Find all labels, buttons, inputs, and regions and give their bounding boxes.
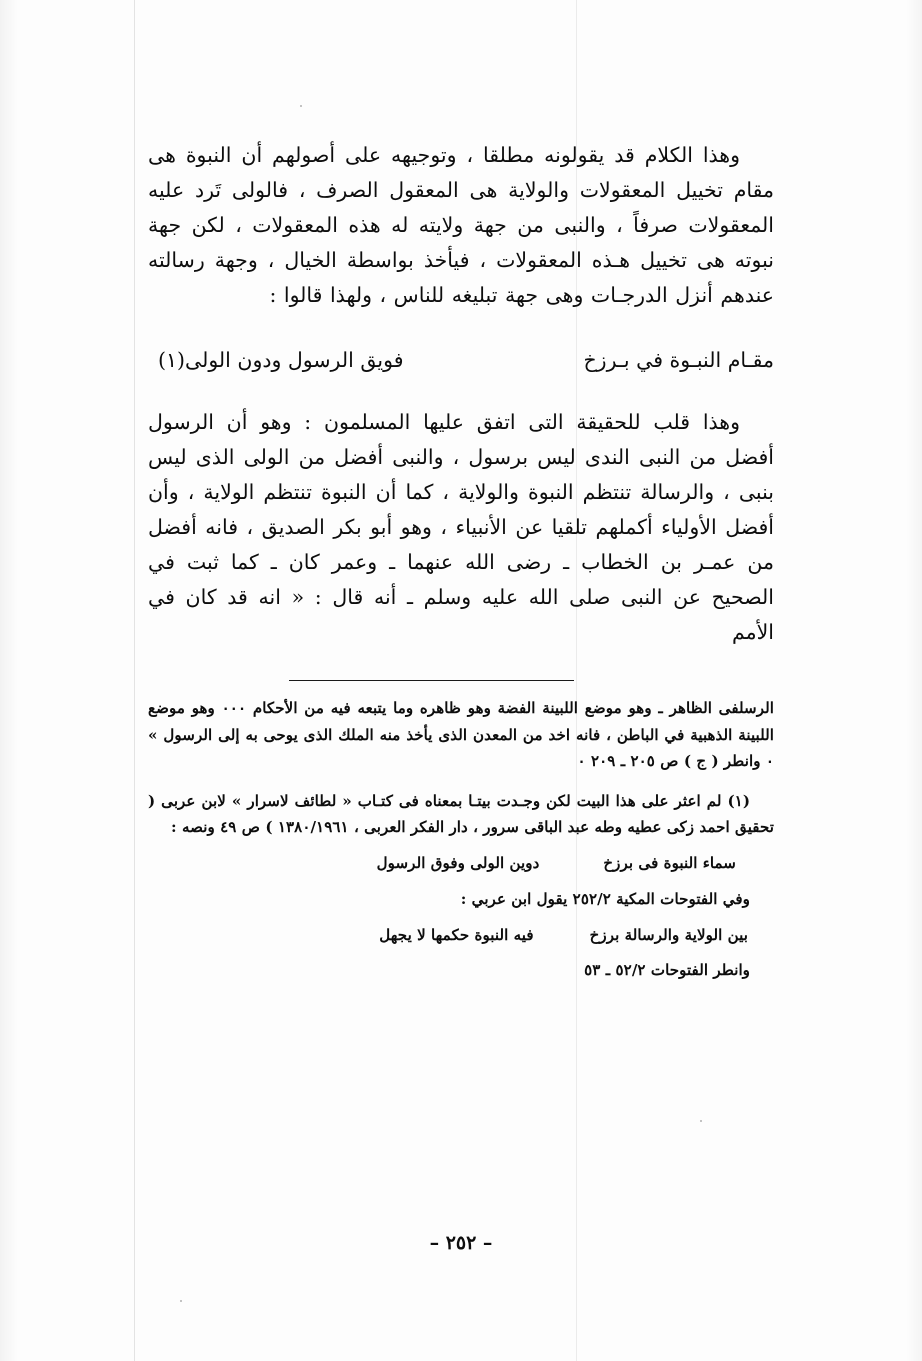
poetry-verse-main: [148, 343, 774, 377]
body-paragraph-1: وهذا الكلام قد يقولونه مطلقا ، وتوجيهه على أصولهم أن النبوة هى مقام تخييل المعقولات والولاية هى المعقول الصرف ، فالولى تَرد عليه المعقولات صرفاً ، والنبى من جهة ولايته له هذه المعقولات ، لكن جهة نبوته هى تخييل هـذه المعقولات ، فيأخذ بواسطة الخيال ، وجهة رسالته عندهم أنزل الدرجـات وهى جهة تبليغه للناس ، ولهذا قالوا :: [148, 143, 774, 307]
scan-speckle: [700, 1120, 702, 1122]
footnote-section: [148, 695, 774, 984]
page-content: [148, 138, 774, 984]
footnote-1-text: (١) لم اعثر على هذا البيت لكن وجـدت بيتـا بمعناه فى كتـاب « لطائف لاسرار » لابن عربى ( تحقيق احمد زكى عطيه وطه عبد الباقى سرور ، دار الفكر العربى ، ١٣٨٠/١٩٦١ ) ص ٤٩ ونصه :: [148, 791, 774, 836]
footnote-verse-1: [148, 850, 774, 877]
footnote-continued-text: الرسلفى الظاهر ـ وهو موضع اللبينة الفضة وهو ظاهره وما يتبعه فيه من الأحكام ٠٠٠ وهو موضع اللبينة الذهبية في الباطن ، فانه اخد من المعدن الذى يأخذ منه الملك الذى يوحى به إلى الرسول » ٠ وانطر ( ج ) ص ٢٠٥ ـ ٢٠٩ ٠: [148, 699, 774, 770]
page-number: – ٢٥٢ –: [429, 1232, 493, 1254]
footnote-verse-2-left: فيه النبوة حكمها لا يجهل: [379, 925, 534, 944]
footnote-2-text: وفي الفتوحات المكية ٢٥٢/٢ يقول ابن عربي :: [460, 890, 750, 908]
scan-margin-line-right: [134, 0, 135, 1361]
footnote-verse-1-right: سماء النبوة فى برزخ: [603, 853, 736, 872]
verse-left-hemistich: فويق الرسول ودون الولى(١): [158, 348, 404, 372]
footnote-verse-2: [148, 922, 774, 949]
scan-speckle: [300, 105, 302, 107]
body-paragraph-2: وهذا قلب للحقيقة التى اتفق عليها المسلمون : وهو أن الرسول أفضل من النبى الندى ليس برسول ، والنبى أفضل من الولى الذى ليس بنبى ، والرسالة تنتظم النبوة والولاية ، كما أن النبوة تنتظم الولاية ، وأن أفضل الأولياء أكملهم تلقيا عن الأنبياء ، وهو أبو بكر الصديق ، فانه أفضل من عمـر بن الخطاب ـ رضى الله عنهما ـ وعمر كان ـ كما ثبت في الصحيح عن النبى صلى الله عليه وسلم ـ أنه قال : « انه قد كان في الأمم: [148, 410, 774, 644]
footnote-verse-2-right: بين الولاية والرسالة برزخ: [589, 925, 748, 944]
footnote-verse-1-left: دوين الولى وفوق الرسول: [376, 853, 540, 872]
verse-right-hemistich: مقـام النبـوة في بـرزخ: [583, 348, 774, 372]
footnote-3-text: وانطر الفتوحات ٥٢/٢ ـ ٥٣: [584, 961, 750, 979]
scan-speckle: [180, 1300, 182, 1302]
footnote-separator-rule: [289, 680, 574, 681]
